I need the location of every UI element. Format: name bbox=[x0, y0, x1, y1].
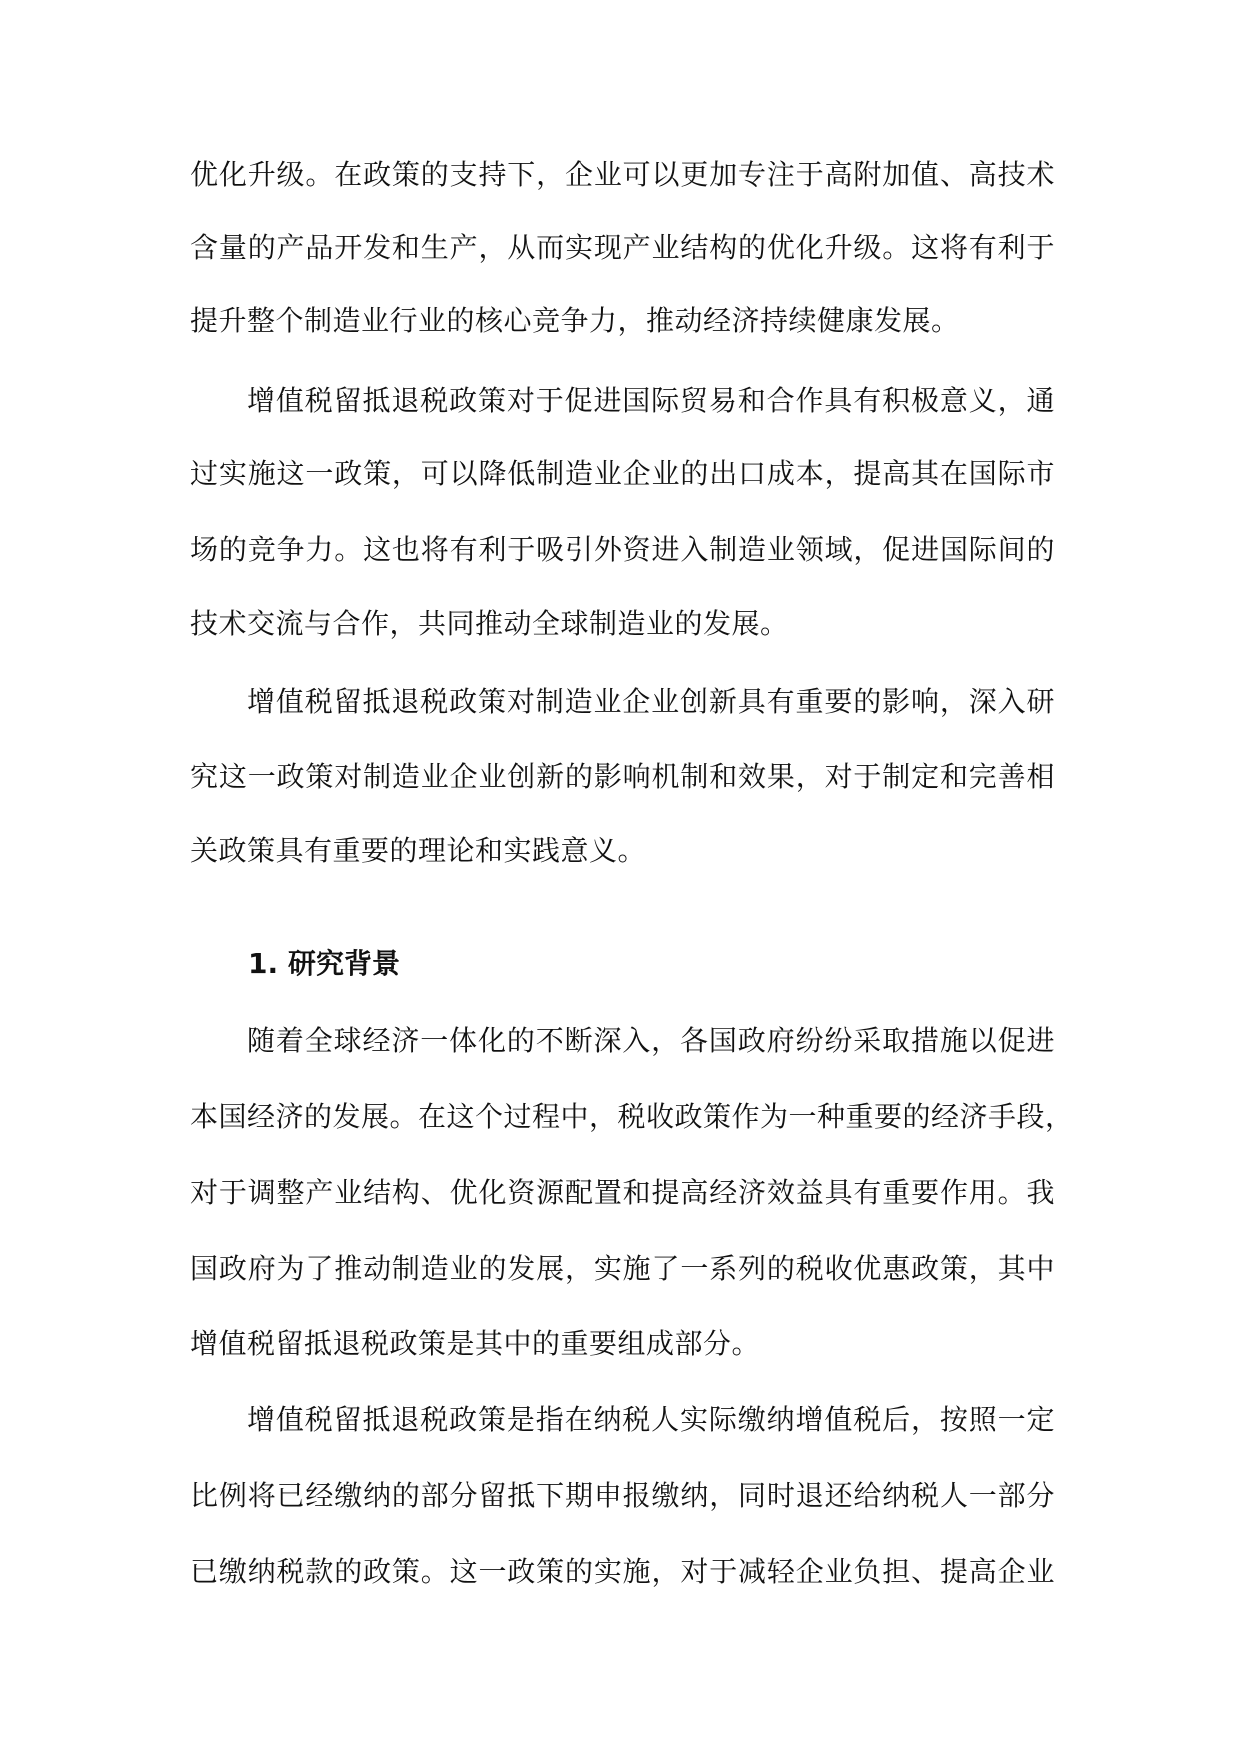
paragraph-4-line-2: 本国经济的发展。在这个过程中，税收政策作为一种重要的经济手段， bbox=[190, 1100, 1074, 1133]
paragraph-2-line-3: 场的竞争力。这也将有利于吸引外资进入制造业领域，促进国际间的 bbox=[190, 533, 1055, 566]
paragraph-4-line-3: 对于调整产业结构、优化资源配置和提高经济效益具有重要作用。我 bbox=[190, 1176, 1055, 1209]
paragraph-1-line-2: 含量的产品开发和生产，从而实现产业结构的优化升级。这将有利于 bbox=[190, 231, 1055, 264]
section-heading bbox=[248, 944, 400, 984]
paragraph-4-line-1: 随着全球经济一体化的不断深入，各国政府纷纷采取措施以促进 bbox=[247, 1024, 1055, 1057]
paragraph-5-line-3: 已缴纳税款的政策。这一政策的实施，对于减轻企业负担、提高企业 bbox=[190, 1555, 1055, 1588]
paragraph-2-line-1: 增值税留抵退税政策对于促进国际贸易和合作具有积极意义，通 bbox=[247, 384, 1055, 417]
paragraph-3-line-1: 增值税留抵退税政策对制造业企业创新具有重要的影响，深入研 bbox=[247, 685, 1055, 718]
paragraph-1-line-3: 提升整个制造业行业的核心竞争力，推动经济持续健康发展。 bbox=[190, 304, 960, 337]
section-title: 研究背景 bbox=[288, 947, 401, 980]
paragraph-3-line-3: 关政策具有重要的理论和实践意义。 bbox=[190, 834, 647, 867]
paragraph-1-line-1: 优化升级。在政策的支持下，企业可以更加专注于高附加值、高技术 bbox=[190, 158, 1055, 191]
paragraph-2-line-4: 技术交流与合作，共同推动全球制造业的发展。 bbox=[190, 607, 789, 640]
paragraph-2-line-2: 过实施这一政策，可以降低制造业企业的出口成本，提高其在国际市 bbox=[190, 457, 1055, 490]
paragraph-4-line-5: 增值税留抵退税政策是其中的重要组成部分。 bbox=[190, 1327, 761, 1360]
paragraph-5-line-1: 增值税留抵退税政策是指在纳税人实际缴纳增值税后，按照一定 bbox=[247, 1403, 1055, 1436]
paragraph-4-line-4: 国政府为了推动制造业的发展，实施了一系列的税收优惠政策，其中 bbox=[190, 1252, 1055, 1285]
paragraph-5-line-2: 比例将已经缴纳的部分留抵下期申报缴纳，同时退还给纳税人一部分 bbox=[190, 1479, 1055, 1512]
paragraph-3-line-2: 究这一政策对制造业企业创新的影响机制和效果，对于制定和完善相 bbox=[190, 760, 1055, 793]
section-number: 1. bbox=[248, 947, 279, 980]
